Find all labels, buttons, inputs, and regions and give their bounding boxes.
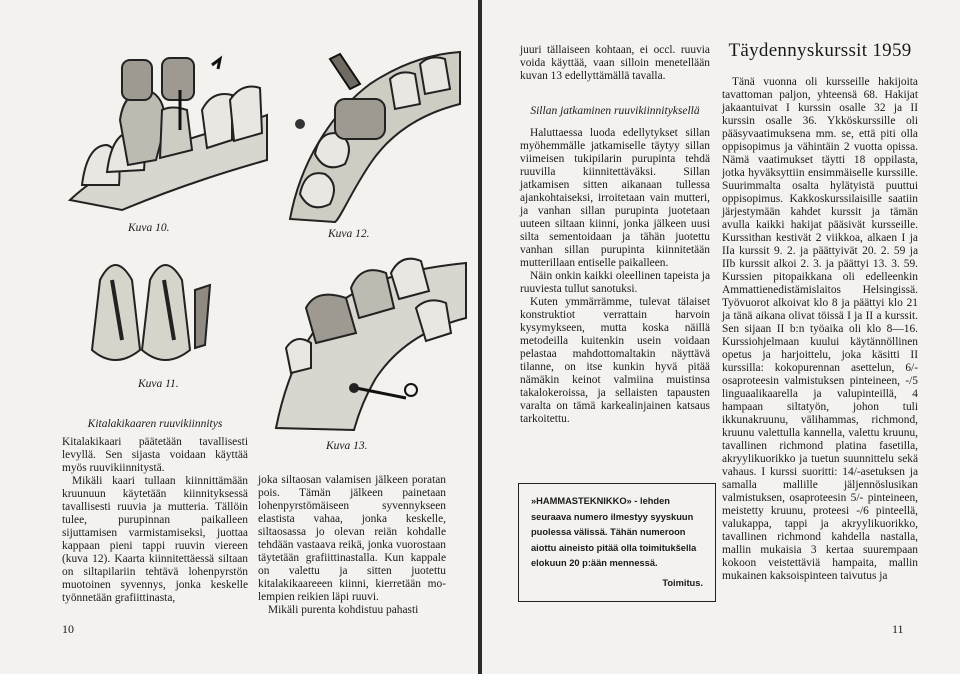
right-page-column-2 [722, 40, 918, 583]
paragraph: Näin onkin kaikki oleellinen tapeista ja ruuviesta tullut sanotuksi. [520, 270, 710, 295]
paragraph: Haluttaessa luoda edellytykset sillan myöhemmälle jatkamiselle täytyy sillan viimeisen tukipilarin purupinta tehdä ruuvilla kiinnitettäväksi. Sillan jatkamisen sitten aikanaan tullessa ajankohtaiseksi, irroitetaan vain mutteri, ja vanhan sillan purupinta juotetaan uuteen siltaan kiinni, jonka jälkeen uusi silta sementoidaan ja tähän juotettu vanhan sillan purupinta kiinnitetään mutterillaan entiselle paikalleen. [520, 127, 710, 269]
figure-11-caption: Kuva 11. [138, 378, 179, 390]
paragraph: Tänä vuonna oli kursseille hakijoita tavattoman paljon, yhteensä 68. Hakijat jakaantuivat I kurssin osalle 32 ja II kurssin osalle 36. Ykköskurssille oli pääsyvaatimuksena mm. se, että piti olla oppisopimus ja vähintäin 2 vuotta opissa. Nämä vaatimukset täytti 18 oppilasta, jotka hyväksyttiin ensimmäiselle kurssille. Suurimmalta osalta hylätyistä puuttui oppisopimus. Kakkoskurssilaisille saatiin järjestymään kahdet kurssit ja tämän avulla kaikki hakijat pääsivät kursseille. Kurssithan kestivät 2 viikkoa, alkaen I ja IIa kurssit 9. 2. ja päättyivät 20. 2. 59 ja IIb kurssit alkoi 2. 3. ja päättyi 13. 3. 59. Kurssien pitopaikkana oli edelleenkin Ammattienedistämislaitos Helsingissä. Työvuorot alkoivat klo 8 ja päättyi klo 21 ja tänä aikana olivat töissä I ja II a kurssit. Sen sijaan II b:n työaika oli klo 8—16. Kurssiohjelmaan kuului käytännöllinen opetus ja harjoittelu, joka käsitti II kurssilla: kokopurennan asettelun, 6/-osaproteesin valmistuksen pinteineen, -/5 linguaalikaarella ja valupinteillä, 4 hampaan siltatyön, johon tuli ikkunakruunu, välihammas, richmond, kruunu valettulla kannella, valettu kruunu, tavallinen richmond platina fasetilla, akryylikuorikko ja tuetun suunnittelu sekä vahaus. I kurssi suoritti: 14/-asetuksen ja samalla mallille jäljennöslusikan valmistuksen, osaproteesin 5/- pinteineen, meistetty kruunu, proteesi -/6 pinteellä, valukappa, tappi ja akryylikuorikko, tavallinen richmond kahdella nastalla, mallin mukaisia 3 kertaa suurempaan kokoon veistettäviä hampaita, mallin mukainen kaksoispinteen taivutus ja [722, 76, 918, 582]
left-page [0, 0, 478, 674]
figure-12-caption: Kuva 12. [328, 228, 370, 240]
paragraph: Mikäli purenta kohdistuu pahasti [268, 604, 419, 616]
figure-10-caption: Kuva 10. [128, 222, 170, 234]
paragraph: juuri tällaiseen kohtaan, ei occl. ruuvia voida käyttää, vaan silloin menetellään kuvan 13 edellyttämällä tavalla. [520, 44, 710, 82]
paragraph: Kitalakikaari päätetään tavallisesti levyllä. Sen sijasta voidaan käyttää myös ruuvikiinnitystä. [62, 436, 248, 474]
page-number-left: 10 [62, 622, 74, 636]
notice-line: »HAMMASTEKNIKKO» - lehden [531, 496, 670, 506]
notice-line: puolessa välissä. Tähän numeroon [531, 527, 686, 537]
figure-13-illustration [266, 248, 471, 433]
paragraph: Mikäli kaari tullaan kiinnittämään kruunuun käytetään kiinnityksessä tavallisesti ruuvia ja mutteria. Tällöin tulee, purupinnan paikalleen sijuttamisen varmistamiseksi, juottaa kappaan pieni tappi ruuvin viereen (kuva 12). Kaarta kiinnitettäessä siltaan on siltapilariin tehtävä lohenpyrstön muotoinen syvennys, jonka keskelle työnnetään grafiittinasta, [62, 475, 248, 604]
section-heading: Kitalakikaaren ruuvikiinnitys [87, 418, 223, 430]
left-page-column-1 [62, 418, 248, 605]
paragraph: Kuten ymmärrämme, tulevat tälaiset konstruktiot verrattain harvoin kysymykseen, mutta koska näillä metodeilla kuitenkin usein voidaan pelastaa mahdottomaltakin näyttävä tilanne, on itse kunkin hyvä pitää nämäkin keinot valmiina muistinsa takalokeroissa, ja sellaisten tapausten varalta on tämä karkealinjainen katsaus tarkoitettu. [520, 296, 710, 425]
figure-13-caption: Kuva 13. [326, 440, 368, 452]
notice-line: seuraava numero ilmestyy syyskuun [531, 511, 694, 522]
figure-10-illustration [62, 50, 272, 215]
right-page [482, 0, 960, 674]
notice-line: aiottu aineisto pitää olla toimitukšella elokuun 20 p:ään mennessä. [531, 542, 697, 568]
figure-11-illustration [90, 250, 220, 375]
right-page-column-1 [520, 44, 710, 426]
notice-signature: Toimitus. [662, 577, 703, 588]
left-page-column-2 [258, 474, 446, 617]
page-number-right: 11 [892, 622, 904, 636]
section-heading: Sillan jatkaminen ruuvikiinnityksellä [530, 105, 700, 117]
editorial-notice-box [518, 483, 716, 602]
figure-12-illustration [280, 44, 465, 224]
article-title: Täydennyskurssit 1959 [728, 40, 912, 61]
paragraph: joka siltaosan valamisen jälkeen poratan pois. Tämän jälkeen painetaan lohenpyrstömäiseen syvennykseen elastista vahaa, jonka keskelle, siltaosassa jo olevan reiän kohdalle tehdään vastaava reikä, jonka vuorostaan täytetään grafiittinastalla. Kun kappale on valettu ja sitten juotettu kitalakikaareeen kiinni, kierretään molempien reikien läpi ruuvi. [258, 474, 446, 603]
